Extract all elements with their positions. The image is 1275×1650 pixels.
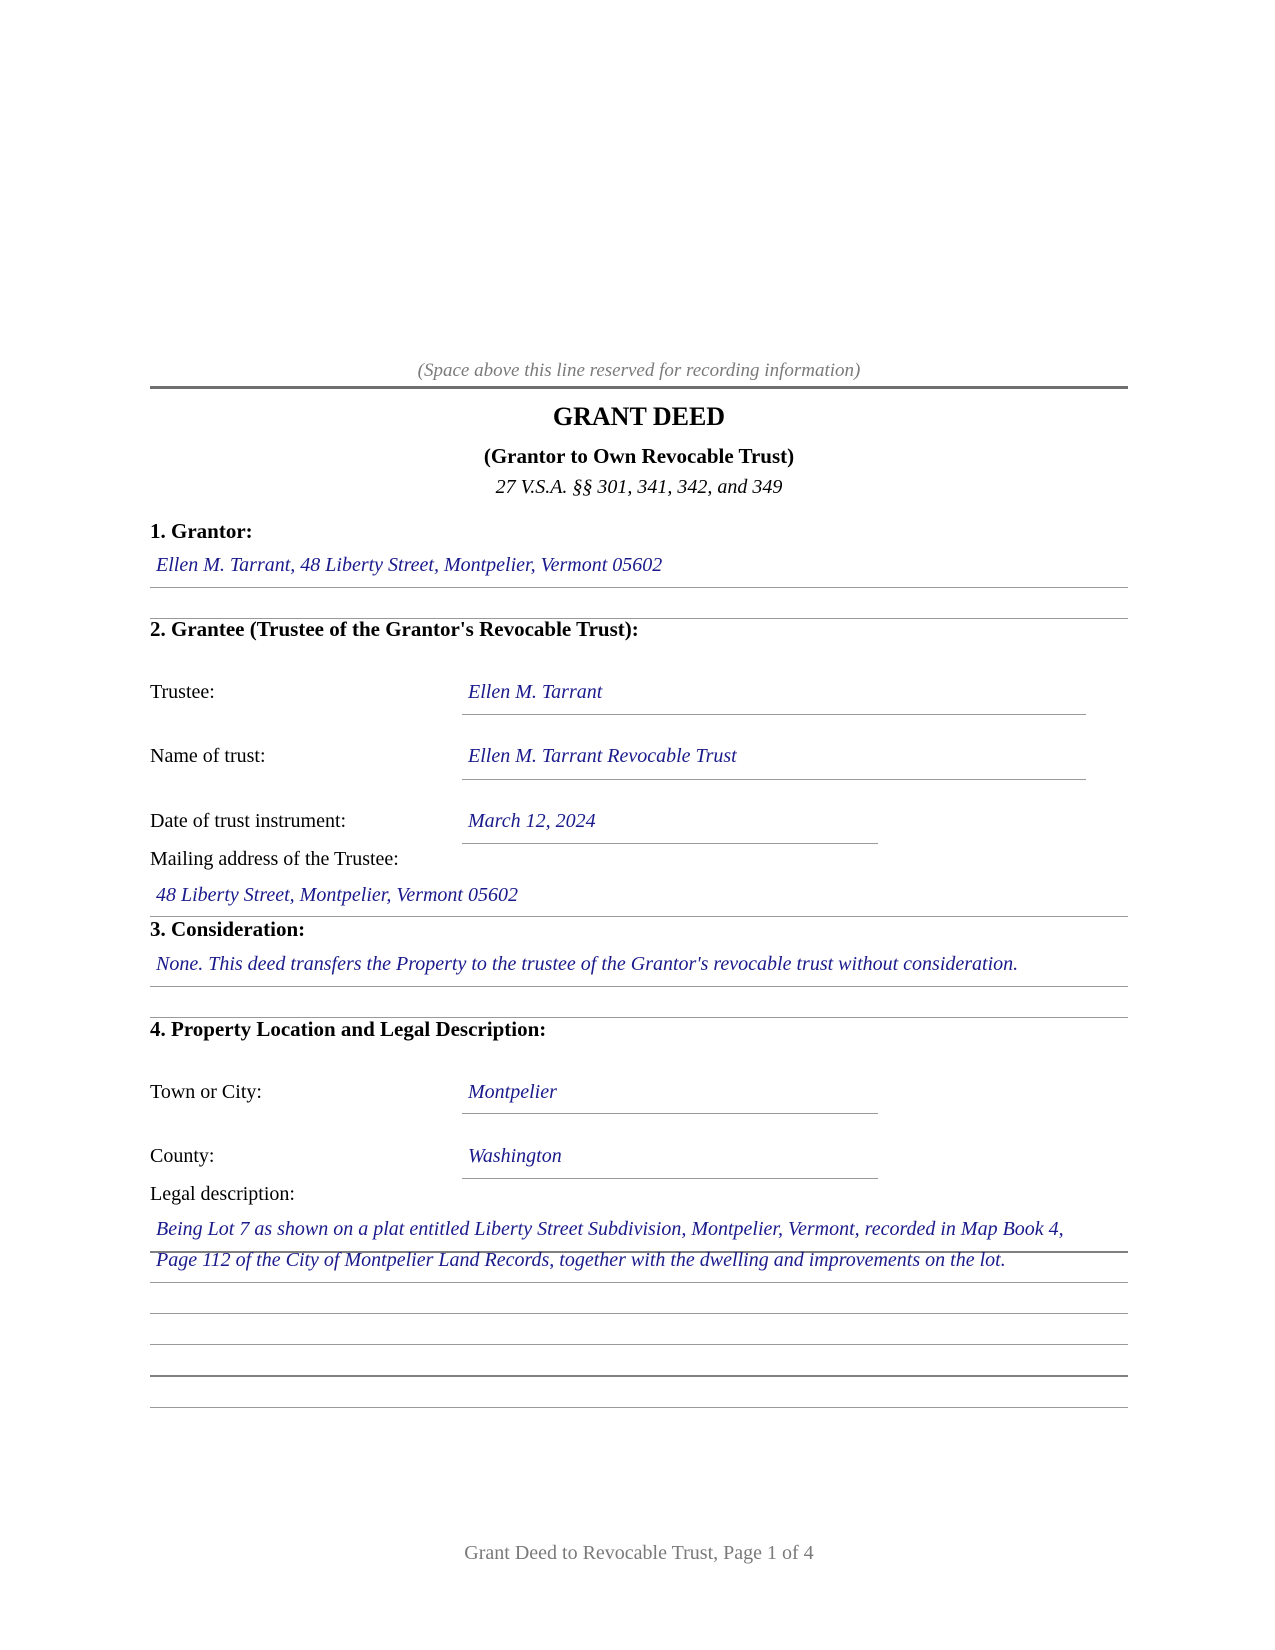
legal-description-rule-3 <box>150 1313 1128 1314</box>
grantee-heading: 2. Grantee (Trustee of the Grantor's Revocable Trust): <box>150 617 639 641</box>
legal-description-rule-6 <box>150 1407 1128 1408</box>
county-field[interactable]: Washington <box>468 1145 562 1167</box>
town-field[interactable]: Montpelier <box>468 1081 557 1103</box>
recording-divider <box>150 386 1128 389</box>
grantor-field-line <box>150 587 1128 588</box>
legal-description-rule-2 <box>150 1282 1128 1283</box>
document-title: GRANT DEED <box>552 402 726 431</box>
grantor-field[interactable]: Ellen M. Tarrant, 48 Liberty Street, Montpelier, Vermont 05602 <box>156 554 663 576</box>
town-field-line <box>462 1113 878 1114</box>
document-subtitle: (Grantor to Own Revocable Trust) <box>483 444 795 468</box>
consideration-field[interactable]: None. This deed transfers the Property to the trustee of the Grantor's revocable trust without consideration. <box>156 953 1019 975</box>
legal-description-line-1[interactable]: Being Lot 7 as shown on a plat entitled Liberty Street Subdivision, Montpelier, Vermont, recorded in Map Book 4, <box>156 1218 1064 1240</box>
county-field-line <box>462 1178 878 1179</box>
legal-description-rule-5 <box>150 1375 1128 1377</box>
trustee-field[interactable]: Ellen M. Tarrant <box>468 681 603 703</box>
grantor-heading: 1. Grantor: <box>150 519 253 543</box>
property-heading: 4. Property Location and Legal Description: <box>150 1017 547 1041</box>
trust-name-field[interactable]: Ellen M. Tarrant Revocable Trust <box>468 745 737 767</box>
legal-description-rule-4 <box>150 1344 1128 1345</box>
town-label: Town or City: <box>150 1081 262 1103</box>
trust-date-field-line <box>462 843 878 844</box>
legal-description-line-2[interactable]: Page 112 of the City of Montpelier Land Records, together with the dwelling and improvements on the lot. <box>156 1249 1006 1271</box>
mailing-address-label: Mailing address of the Trustee: <box>150 848 399 870</box>
trust-name-field-line <box>462 779 1086 780</box>
statute-citation: 27 V.S.A. §§ 301, 341, 342, and 349 <box>495 476 783 498</box>
trust-date-field[interactable]: March 12, 2024 <box>468 810 596 832</box>
trustee-field-line <box>462 714 1086 715</box>
consideration-field-line <box>150 986 1128 987</box>
legal-description-label: Legal description: <box>150 1183 295 1205</box>
county-label: County: <box>150 1145 215 1167</box>
mailing-address-field[interactable]: 48 Liberty Street, Montpelier, Vermont 05602 <box>156 884 518 906</box>
trust-date-label: Date of trust instrument: <box>150 810 347 832</box>
consideration-heading: 3. Consideration: <box>150 917 306 941</box>
trustee-label: Trustee: <box>150 681 215 703</box>
recording-note: (Space above this line reserved for recording information) <box>417 360 861 381</box>
page-footer: Grant Deed to Revocable Trust, Page 1 of 4 <box>464 1542 814 1564</box>
trust-name-label: Name of trust: <box>150 745 266 767</box>
